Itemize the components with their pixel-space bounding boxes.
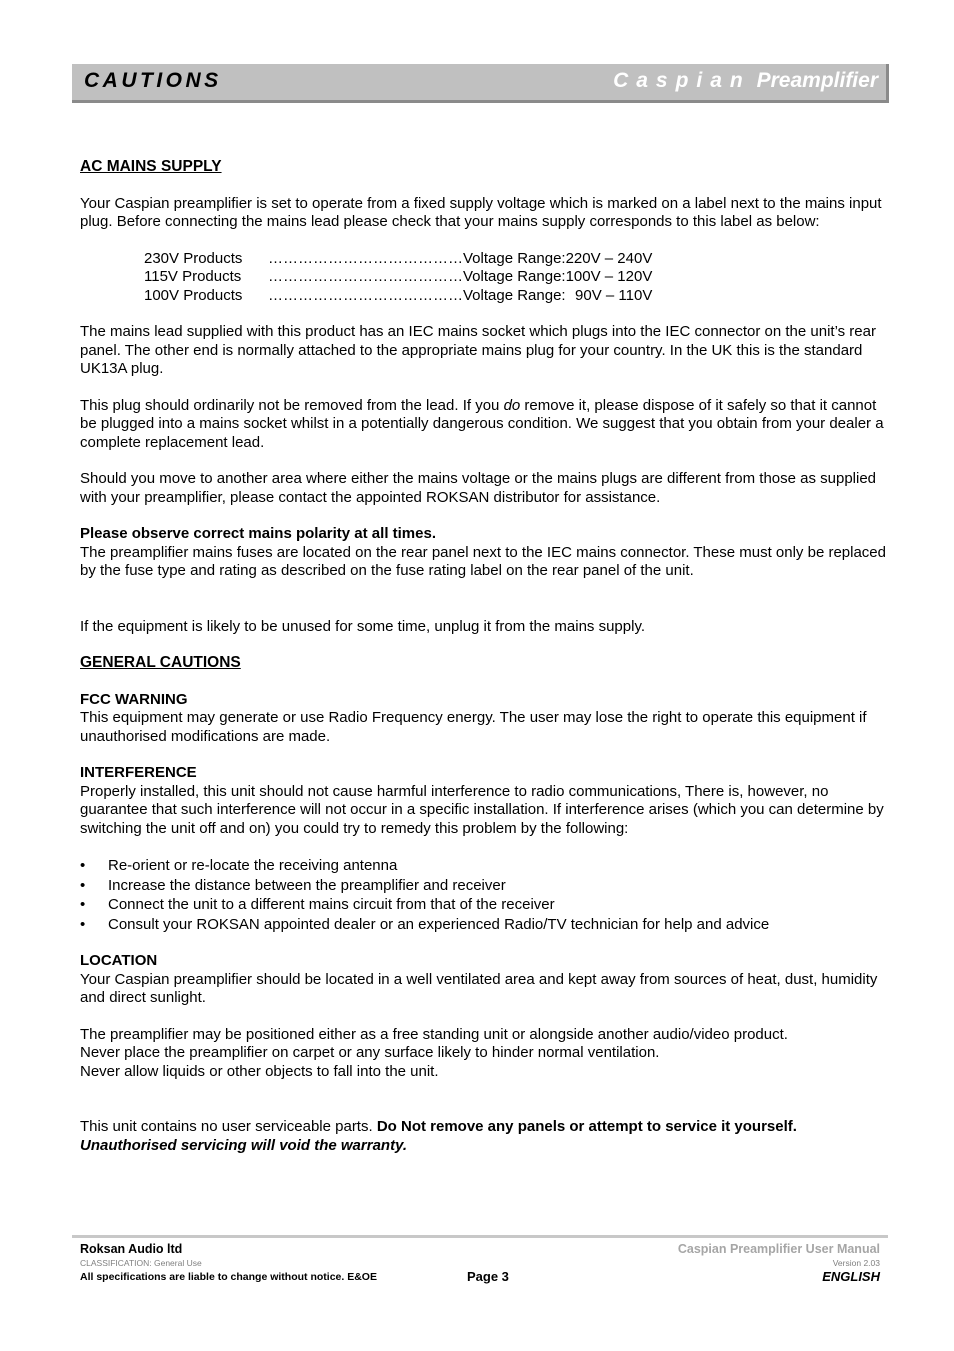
voltage-row [144,250,652,269]
remedy-list [80,856,886,934]
voltage-product: 115V Products [144,268,242,285]
list-item-text: Re-orient or re-locate the receiving antenna [108,857,398,874]
relocation-paragraph: Should you move to another area where either the mains voltage or the mains plugs are different from those as supplied with your preamplifier, please contact the appointed ROKSAN distributor for assistance. [80,470,877,506]
fcc-heading: FCC WARNING [80,690,188,708]
product-title [613,69,878,93]
footer-classification: CLASSIFICATION: General Use [80,1258,202,1268]
position-line: Never allow liquids or other objects to fall into the unit. [80,1062,439,1080]
footer-manual-title: Caspian Preamplifier User Manual [677,1242,880,1256]
voltage-range: 100V – 120V [565,268,653,285]
unplug-paragraph: If the equipment is likely to be unused for some time, unplug it from the mains supply. [80,617,646,635]
list-item-text: Consult your ROKSAN appointed dealer or an experienced Radio/TV technician for help and advice [108,915,770,933]
interference-heading: INTERFERENCE [80,764,197,781]
voltage-range: 90V – 110V [575,286,653,304]
voltage-product: 230V Products [144,249,243,267]
bullet-glyph: • [80,876,86,894]
voltage-leader: ………………………………… [268,286,463,304]
bullet-glyph: • [80,896,86,913]
voltage-leader: ………………………………… [268,249,463,267]
general-cautions-heading: GENERAL CAUTIONS [80,654,241,671]
mains-lead-paragraph: The mains lead supplied with this product has an IEC mains socket which plugs into the IEC connector on the unit’s rear panel. The other end is normally attached to the appropriate mains plug for your country. In the UK this is the standard UK13A plug. [80,323,876,377]
voltage-leader: ………………………………… [268,268,463,285]
ac-mains-intro: Your Caspian preamplifier is set to operate from a fixed supply voltage which is marked on a label next to the mains input plug. Before connecting the mains lead please check that your mains supply corresponds to this label as below: [80,194,882,230]
service-text: This unit contains no user serviceable parts. [80,1118,377,1135]
plug-text-emphasis: do [503,396,521,414]
warranty-warning: Unauthorised servicing will void the warranty. [80,1136,408,1154]
voltage-label: Voltage Range: [463,286,566,304]
voltage-label: Voltage Range: [463,268,566,285]
voltage-table [144,250,652,306]
page-header-banner [72,64,889,103]
list-item-text: Increase the distance between the preamplifier and receiver [108,876,506,894]
list-item [80,915,886,935]
plug-text-b: remove it, please dispose of it safely so that it cannot be plugged into a mains socket whilst in a potentially dangerous condition. We suggest that you obtain from your dealer a complete replacement lead. [80,396,884,451]
interference-text: Properly installed, this unit should not cause harmful interference to radio communications, There is, however, no guarantee that such interference will not occur in a specific installation. If interference arises (which you can determine by switching the unit off and on) you could try to remedy this problem by the following: [80,782,884,837]
footer-company: Roksan Audio ltd [80,1242,183,1256]
voltage-product: 100V Products [144,286,243,304]
footer-page-number: Page 3 [467,1269,509,1284]
page-footer [72,1235,888,1284]
fuse-paragraph: The preamplifier mains fuses are located on the rear panel next to the IEC mains connector. These must only be replaced by the fuse type and rating as described on the fuse rating label on the rear panel of the unit. [80,543,886,579]
list-item [80,895,886,915]
voltage-range: 220V – 240V [565,249,653,267]
list-item [80,876,886,896]
section-title: CAUTIONS [84,69,222,92]
product-name-rest: Preamplifier [756,69,878,92]
polarity-heading: Please observe correct mains polarity at all times. [80,525,437,542]
location-heading: LOCATION [80,952,158,969]
voltage-row [144,268,652,287]
bullet-glyph: • [80,915,86,933]
ac-mains-heading: AC MAINS SUPPLY [80,158,222,175]
fcc-text: This equipment may generate or use Radio Frequency energy. The user may lose the right to operate this equipment if unauthorised modifications are made. [80,709,867,745]
position-line: The preamplifier may be positioned either as a free standing unit or alongside another audio/video product. [80,1025,788,1043]
footer-spec-notice: All specifications are liable to change without notice. E&OE [80,1271,377,1283]
product-name-spaced: Caspian [613,69,751,92]
bullet-glyph: • [80,857,86,874]
plug-text-a: This plug should ordinarily not be removed from the lead. If you [80,396,504,414]
page-content [80,158,886,1155]
list-item-text: Connect the unit to a different mains circuit from that of the receiver [108,896,555,913]
service-bold-text: Do Not remove any panels or attempt to service it yourself. [376,1118,797,1135]
position-line: Never place the preamplifier on carpet or any surface likely to hinder normal ventilation. [80,1044,660,1061]
voltage-row [144,287,652,306]
footer-version: Version 2.03 [832,1258,880,1268]
service-warning [80,1118,886,1155]
footer-language: ENGLISH [822,1269,880,1284]
plug-removal-paragraph [80,397,886,453]
location-text: Your Caspian preamplifier should be located in a well ventilated area and kept away from sources of heat, dust, humidity and direct sunlight. [80,970,878,1006]
voltage-label: Voltage Range: [463,249,566,267]
list-item [80,856,886,876]
